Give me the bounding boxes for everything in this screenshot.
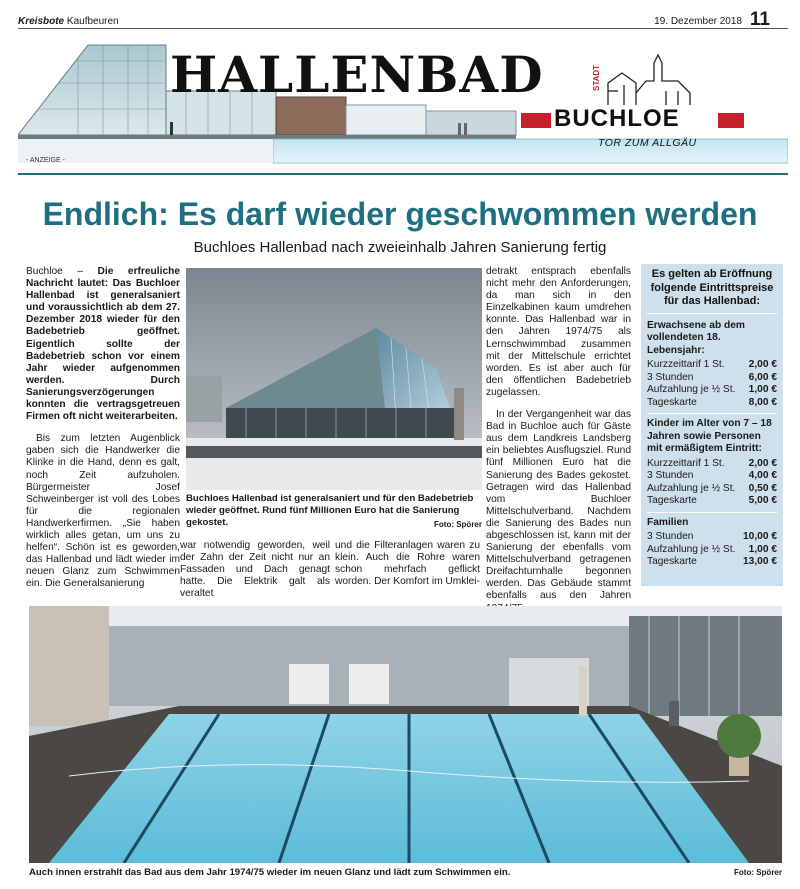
article-column-1 bbox=[26, 266, 180, 590]
price-box bbox=[641, 264, 783, 586]
article-column-2a: war notwendig geworden, weil der Zahn der Zeit nicht nur an Fassaden und Dach genagt hatte. Die Elektrik galt als veraltet bbox=[180, 540, 330, 600]
price-row: Tageskarte 5,00 € bbox=[647, 495, 777, 506]
paragraph: Bis zum letzten Augenblick gaben sich die Handwerker die Klinke in die Hand, denn es galt, noch Zeit aufzuholen. Bürgermeister Josef Schweinberger ist voll des Lobes für die regionalen Handwerkerfirmen. „Sie haben wirklich alles getan, um uns zu helfen“. Schön ist es geworden, das Hallenbad und lädt wieder im neuen Glanz zum Schwimmen ein. Die Generalsanierung bbox=[26, 433, 180, 590]
buchloe-logo-wordmark: BUCHLOE bbox=[554, 105, 680, 132]
photo-credit: Foto: Spörer bbox=[434, 520, 482, 529]
price-box-title: Es gelten ab Eröffnung folgende Eintrittspreise für das Hallenbad: bbox=[647, 268, 777, 314]
exterior-photo bbox=[186, 268, 482, 490]
logo-tagline: TOR ZUM ALLGÄU bbox=[598, 137, 697, 149]
price-row: Aufzahlung je ½ St. 0,50 € bbox=[647, 482, 777, 494]
exterior-photo-caption: Buchloes Hallenbad ist generalsaniert und für den Badebetrieb wieder geöffnet. Rund fünf Millionen Euro hat die Sanierung gekostet. Foto: Spörer bbox=[186, 493, 482, 529]
article-subhead: Buchloes Hallenbad nach zweieinhalb Jahren Sanierung fertig bbox=[193, 239, 607, 256]
price-row: Kurzzeittarif 1 St. 2,00 € bbox=[647, 359, 777, 370]
article-headline: Endlich: Es darf wieder geschwommen werden bbox=[42, 196, 758, 232]
price-row: 3 Stunden 6,00 € bbox=[647, 371, 777, 383]
ad-label: - ANZEIGE - bbox=[26, 157, 65, 164]
hallenbad-banner bbox=[18, 33, 788, 178]
paragraph: detrakt entsprach ebenfalls nicht mehr den Anforderungen, da man sich in den Einzelkabinen kaum umdrehen konnte. Das Hallenbad war in den Jahren 1974/75 als Lernschwimmbad zusammen mit der Mittelschule errichtet worden. Es ist aber auch für den öffentlichen Badebetrieb zugelassen. bbox=[486, 266, 631, 398]
issue-date: 19. Dezember 2018 bbox=[654, 16, 742, 27]
price-row: Tageskarte 8,00 € bbox=[647, 396, 777, 408]
price-row: 3 Stunden 10,00 € bbox=[647, 531, 777, 542]
indoor-pool-photo bbox=[29, 606, 782, 863]
lead-paragraph: Die erfreuliche Nachricht lautet: Das Buchloer Hallenbad ist generalsaniert und voraussichtlich ab dem 27. Dezember 2018 wieder für den Badebetrieb geöffnet. Eigentlich sollte der Badebetrieb schon vor einem Jahr wieder aufgenommen werden. Durch Sanierungsverzögerungen konnten die vertragsgetreuen Firmen oft nicht weiterarbeiten. bbox=[26, 266, 180, 423]
price-row: Aufzahlung je ½ St. 1,00 € bbox=[647, 543, 777, 555]
price-row: Kurzzeittarif 1 St. 2,00 € bbox=[647, 457, 777, 469]
article-column-3 bbox=[486, 266, 631, 615]
dateline: Buchloe – bbox=[26, 266, 98, 277]
banner-title: HALLENBAD bbox=[170, 45, 544, 104]
newspaper-name: Kreisbote Kaufbeuren bbox=[18, 16, 119, 27]
photo-credit: Foto: Spörer bbox=[734, 868, 782, 877]
logo-stadt-label: STADT bbox=[592, 64, 601, 91]
price-section-heading: Familien bbox=[647, 516, 689, 528]
price-section-heading: Kinder im Alter von 7 – 18 Jahren sowie Personen mit ermäßigtem Eintritt: bbox=[647, 418, 772, 454]
price-row: Tageskarte 13,00 € bbox=[647, 556, 777, 567]
paragraph: In der Vergangenheit war das Bad in Buchloe auch für Gäste aus dem Landkreis Landsberg ein beliebtes Ausflugsziel. Rund fünf Millionen Euro hat die Sanierung des Bades gekostet. Getragen wird das Hallenbad vom Buchloer Mittelschulverband. Nachdem die Sanierung des Bades nun abgeschlossen ist, kann mit der Sanierung der ebenfalls vom Mittelschulverband getragenen Dreifachturnhalle begonnen werden. Das Gebäude stammt ebenfalls aus den Jahren bbox=[486, 409, 631, 615]
price-row: Aufzahlung je ½ St. 1,00 € bbox=[647, 384, 777, 395]
article-column-2b: und die Filteranlagen waren zu klein. Auch die Rohre waren schon mehrfach geflickt worden. Der Komfort im Umklei- bbox=[335, 540, 480, 588]
price-section-heading: Erwachsene ab dem vollendeten 18. Lebensjahr: bbox=[647, 319, 745, 356]
page-header bbox=[18, 9, 788, 29]
page-number: 11 bbox=[749, 9, 770, 30]
price-row: 3 Stunden 4,00 € bbox=[647, 470, 777, 481]
indoor-pool-caption: Auch innen erstrahlt das Bad aus dem Jahr 1974/75 wieder im neuen Glanz und lädt zum Schwimmen ein. bbox=[29, 867, 511, 878]
